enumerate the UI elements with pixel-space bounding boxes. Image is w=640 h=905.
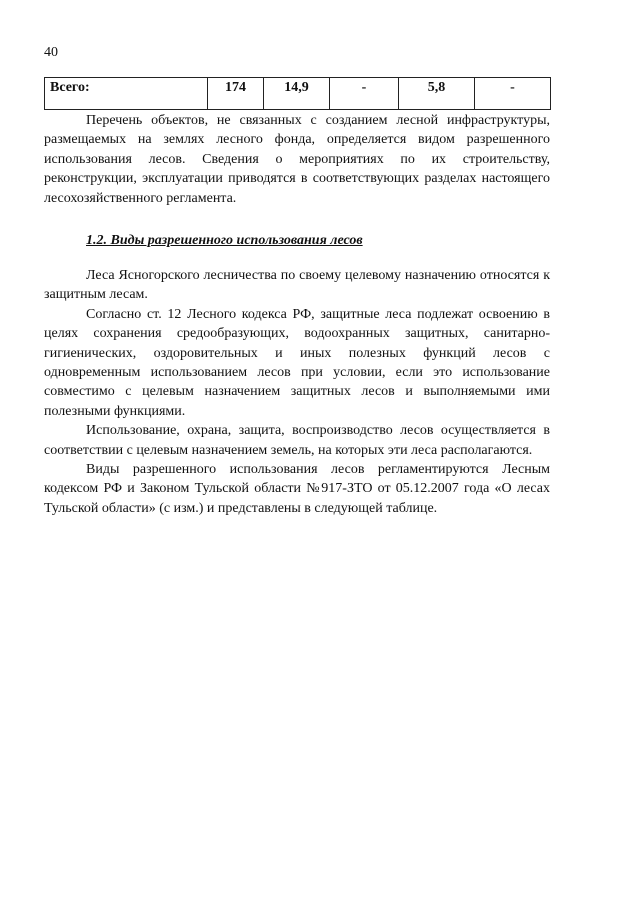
total-label: Всего: bbox=[45, 78, 208, 110]
paragraph: Использование, охрана, защита, воспроизводство лесов осуществляется в соответствии с целевым назначением земель, на которых эти леса располагаются. bbox=[44, 423, 550, 458]
section-body bbox=[44, 266, 550, 518]
objects-paragraph: Перечень объектов, не связанных с созданием лесной инфраструктуры, размещаемых на землях лесного фонда, определяется видом разрешенного использования лесов. Сведения о мероприятиях по их строительству, реконструкции, эксплуатации приводятся в соответствующих разделах настоящего лесохозяйственного регламента. bbox=[44, 113, 550, 206]
total-cell: 14,9 bbox=[264, 78, 330, 110]
table-row bbox=[45, 78, 551, 110]
paragraph: Леса Ясногорского лесничества по своему целевому назначению относятся к защитным лесам. bbox=[44, 268, 550, 303]
total-cell: - bbox=[475, 78, 551, 110]
paragraph: Согласно ст. 12 Лесного кодекса РФ, защитные леса подлежат освоению в целях сохранения средообразующих, водоохранных защитных, санитарно-гигиенических, оздоровительных и иных полезных функций лесов с одновременным использованием лесов при условии, если это использование совместимо с целевым назначением защитных лесов и выполняемыми ими полезными функциями. bbox=[44, 306, 550, 419]
objects-paragraph-block bbox=[44, 111, 550, 208]
page-number: 40 bbox=[44, 45, 58, 60]
paragraph: Виды разрешенного использования лесов регламентируются Лесным кодексом РФ и Законом Тульской области №917-ЗТО от 05.12.2007 года «О лесах Тульской области» (с изм.) и представлены в следующей таблице. bbox=[44, 462, 550, 516]
total-cell: - bbox=[330, 78, 399, 110]
total-cell: 5,8 bbox=[399, 78, 475, 110]
totals-table bbox=[44, 77, 551, 110]
section-heading: 1.2. Виды разрешенного использования лесов bbox=[86, 233, 363, 248]
total-cell: 174 bbox=[208, 78, 264, 110]
